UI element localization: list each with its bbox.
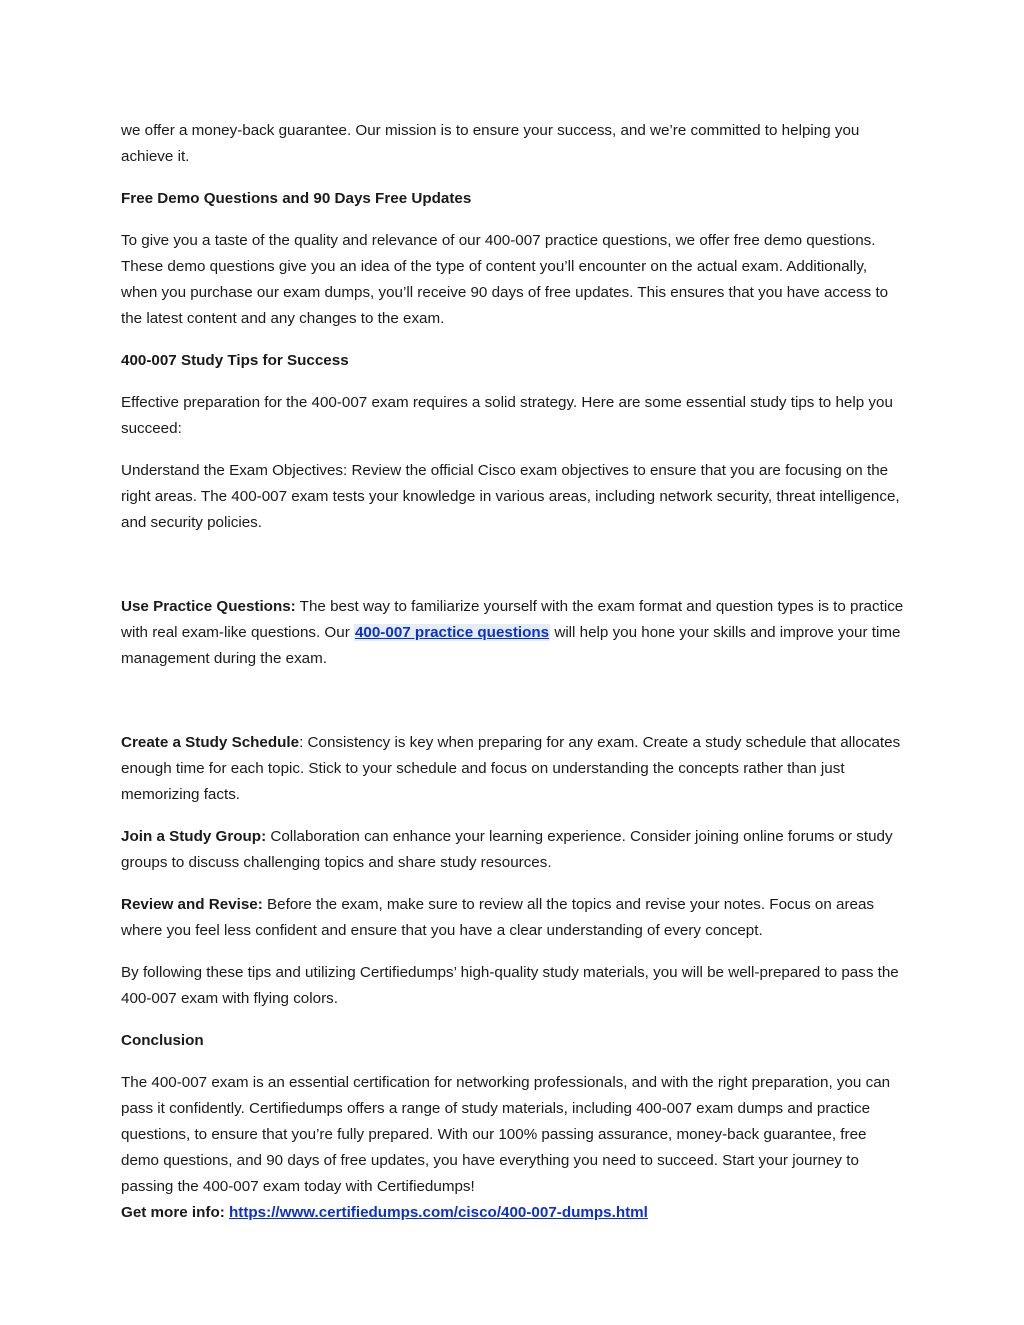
schedule-label: Create a Study Schedule (121, 734, 300, 751)
tips-heading: 400-007 Study Tips for Success (121, 352, 349, 369)
more-info-line (121, 1200, 906, 1226)
following-paragraph: By following these tips and utilizing Certifiedumps’ high-quality study materials, you will be well-prepared to pass the 400-007 exam with flying colors. (121, 964, 899, 1007)
practice-paragraph (121, 594, 906, 672)
practice-text-before: The best way to familiarize yourself with the exam format and question types is to practice with real exam-like questions. Our (121, 598, 904, 641)
practice-label: Use Practice Questions: (121, 598, 296, 615)
intro-paragraph: we offer a money-back guarantee. Our mission is to ensure your success, and we’re committed to helping you achieve it. (121, 122, 860, 165)
review-label: Review and Revise: (121, 896, 263, 913)
practice-questions-link[interactable]: 400-007 practice questions (354, 624, 550, 641)
practice-link-highlight (354, 624, 550, 641)
review-text: Before the exam, make sure to review all the topics and revise your notes. Focus on areas where you feel less confident and ensure that you have a clear understanding of every concept. (121, 896, 874, 939)
demo-heading: Free Demo Questions and 90 Days Free Updates (121, 190, 472, 207)
objectives-paragraph: Understand the Exam Objectives: Review the official Cisco exam objectives to ensure that you are focusing on the right areas. The 400-007 exam tests your knowledge in various areas, including network security, threat intelligence, and security policies. (121, 462, 900, 531)
review-paragraph (121, 892, 906, 944)
tips-intro-paragraph: Effective preparation for the 400-007 exam requires a solid strategy. Here are some essential study tips to help you succeed: (121, 394, 893, 437)
schedule-paragraph (121, 730, 906, 808)
group-label: Join a Study Group: (121, 828, 267, 845)
practice-text-after: will help you hone your skills and improve your time management during the exam. (121, 624, 901, 667)
group-paragraph (121, 824, 906, 876)
group-text: Collaboration can enhance your learning experience. Consider joining online forums or study groups to discuss challenging topics and share study resources. (121, 828, 893, 871)
schedule-text: : Consistency is key when preparing for any exam. Create a study schedule that allocates enough time for each topic. Stick to your schedule and focus on understanding the concepts rather than just memorizing facts. (121, 734, 901, 803)
conclusion-heading: Conclusion (121, 1032, 204, 1049)
conclusion-paragraph: The 400-007 exam is an essential certification for networking professionals, and with the right preparation, you can pass it confidently. Certifiedumps offers a range of study materials, including 400-007 exam dumps and practice questions, to ensure that you’re fully prepared. With our 100% passing assurance, money-back guarantee, free demo questions, and 90 days of free updates, you have everything you need to succeed. Start your journey to passing the 400-007 exam today with Certifiedumps! (121, 1074, 891, 1195)
more-info-label: Get more info: (121, 1204, 230, 1221)
demo-paragraph: To give you a taste of the quality and relevance of our 400-007 practice questions, we offer free demo questions. These demo questions give you an idea of the type of content you’ll encounter on the actual exam. Additionally, when you purchase our exam dumps, you’ll receive 90 days of free updates. This ensures that you have access to the latest content and any changes to the exam. (121, 232, 889, 327)
certifiedumps-url-link[interactable]: https://www.certifiedumps.com/cisco/400-007-dumps.html (229, 1204, 648, 1221)
document-page (121, 118, 906, 1226)
